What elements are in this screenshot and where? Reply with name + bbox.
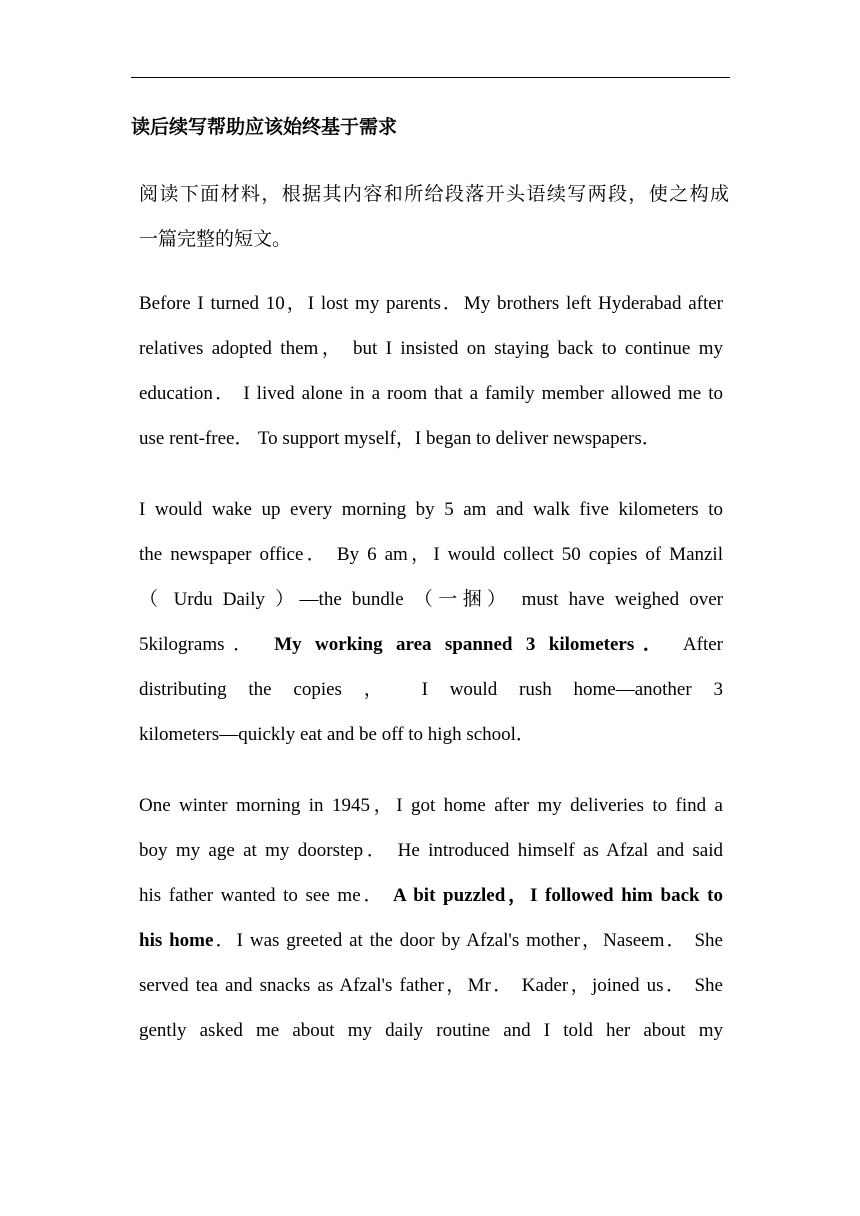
text-line — [139, 622, 723, 667]
text-line: Before I turned 10，I lost my parents．My brothers left Hyderabad after — [139, 293, 723, 314]
text-segment: his father wanted to see me． — [139, 885, 393, 906]
text-line: （ Urdu Daily ）—the bundle （一捆） must have weighed over — [139, 589, 723, 610]
text-line: boy my age at my doorstep． He introduced himself as Afzal and said — [139, 840, 723, 861]
header-rule — [131, 77, 730, 78]
text-line: gently asked me about my daily routine and I told her about my — [139, 1020, 723, 1041]
text-line — [139, 873, 723, 918]
text-line: relatives adopted them， but I insisted on staying back to continue my — [139, 338, 723, 359]
text-line: I would wake up every morning by 5 am and walk five kilometers to — [139, 499, 723, 520]
text-segment: 5kilograms． — [139, 634, 275, 655]
text-line — [139, 918, 723, 963]
bold-text: his home — [139, 930, 214, 951]
paragraph-1 — [139, 281, 723, 461]
instruction-line: 一篇完整的短文。 — [139, 229, 292, 250]
text-segment: ．I was greeted at the door by Afzal's mother，Naseem． She — [213, 930, 723, 951]
text-line: education． I lived alone in a room that a family member allowed me to — [139, 383, 723, 404]
instruction-paragraph — [139, 172, 729, 262]
text-line: kilometers—quickly eat and be off to high school． — [139, 724, 535, 745]
bold-text: A bit puzzled，I followed him back to — [392, 885, 723, 906]
paragraph-3 — [139, 783, 723, 1053]
paragraph-2 — [139, 487, 723, 757]
text-line: distributing the copies ， I would rush home—another 3 — [139, 679, 723, 700]
text-line: the newspaper office． By 6 am，I would collect 50 copies of Manzil — [139, 544, 723, 565]
text-segment: After — [670, 634, 723, 655]
text-line: served tea and snacks as Afzal's father，Mr． Kader，joined us． She — [139, 975, 723, 996]
page-title: 读后续写帮助应该始终基于需求 — [131, 117, 398, 138]
instruction-line: 阅读下面材料，根据其内容和所给段落开头语续写两段，使之构成 — [139, 184, 729, 205]
bold-text: My working area spanned 3 kilometers． — [274, 634, 671, 655]
text-line: use rent-free． To support myself，I began to deliver newspapers． — [139, 428, 661, 449]
text-line: One winter morning in 1945，I got home after my deliveries to find a — [139, 795, 723, 816]
